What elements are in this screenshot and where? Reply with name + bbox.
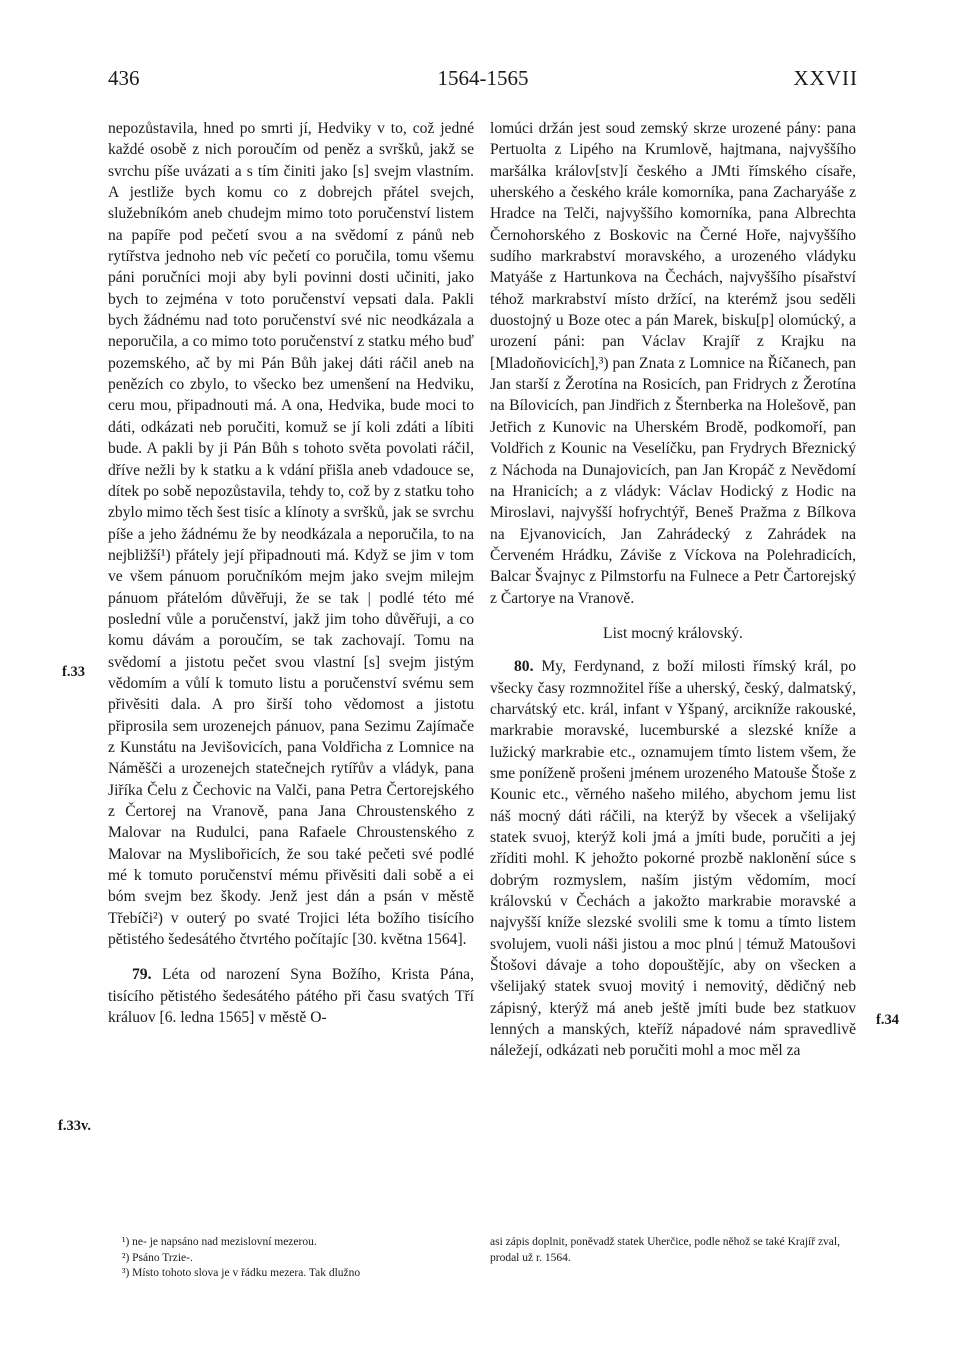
footnotes-left bbox=[122, 1235, 472, 1282]
footnotes-right bbox=[490, 1235, 860, 1266]
entry-79-number: 79. bbox=[132, 966, 152, 984]
page-header bbox=[108, 66, 858, 96]
volume-number: XXVII bbox=[793, 66, 858, 90]
year-range: 1564-1565 bbox=[437, 66, 529, 90]
section-title: List mocný královský. bbox=[603, 624, 743, 642]
entry-80-text: My, Ferdynand, z boží milosti římský král, po všecky časy rozmnožitel říše a uherský, český, dalmatský, charvátský etc. král, infant v Yšpaný, arcikníže rakouské, markrabie moravské, lucemburské a slezské kníže a lužický markrabie etc., oznamujem tímto listem všem, že sme poníženě prošeni jménem urozeného Matouše Štoše z Kounic etc., věrného našeho milého, abychom jemu list náš mocný dáti ráčili, na kterýž by všecek a všelijaký statek svuoj, kterýž koli jmá a jmíti bude, poručiti a jej zříditi mohl. K jehožto pokorné prozbě naklonění súce s dobrým rozmyslem, naším jistým vědomím, mocí královskú v Čechách a jakožto markrabie moravské a najvyšší kníže slezské svolili sme k tomu a tímto listem svolujem, vuoli náši jistou a moc plnú | témuž Matoušovi Štošovi dávaje a toho dopouštějíc, aby on všecken a všelijaký statek svuoj movitý i nemovitý, dědičný neb zápisný, kterýž má aneb ještě jmíti bude bez statkuov lenných a manských, kteříž nápadové nám spravedlivě náležejí, odkázati neb poručiti mohl a moc měl za bbox=[490, 658, 856, 1060]
page-number: 436 bbox=[108, 66, 140, 90]
footnote-3: ³) Místo tohoto slova je v řádku mezera. Tak dlužno bbox=[122, 1267, 361, 1279]
entry-80-number: 80. bbox=[514, 658, 534, 676]
right-column bbox=[490, 118, 856, 1062]
footnote-2: ²) Psáno Trzie-. bbox=[122, 1251, 193, 1264]
footnote-3-continued: asi zápis doplnit, poněvadž statek Uherčice, podle něhož se také Krajíř zval, prodal už r. 1564. bbox=[490, 1236, 840, 1264]
entry-79-text: Léta od narození Syna Božího, Krista Pána, tisícího pětistého šedesátého pátého při času svatých Tří králuov [6. ledna 1565] v městě O- bbox=[108, 966, 474, 1027]
left-column bbox=[108, 118, 474, 1028]
folio-note-f33v: f.33v. bbox=[58, 1118, 92, 1134]
folio-note-f33: f.33 bbox=[62, 664, 85, 680]
left-paragraph: nepozůstavila, hned po smrti jí, Hedviky v to, což jedné každé osobě z nich poroučím od peněz a svršků, jakž se svrchu píše uvázati a s tím činiti jako [s] svejm vlastním. A jestliže bych komu co z dobrejch přátel svejch, služebníkóm aneb chudejm mimo toto poručenství listem na papíře pod pečetí svou a na svědomí z pánů neb rytířstva jednoho neb víc pečetí co poručila, tomu všemu páni poručníci moji aby byli povinni dosti učiniti, jako bych to zejména v toto poručenství vepsati dala. Pakli bych žádnému nad toto poručenství své nic neodkázala a neporučila, a co mimo toto poručenství z statku mého buď pozemského, ač by mi Pán Bůh jakej dáti ráčil aneb na penězích co zbylo, to všecko bez umenšení na Hedviku, ceru mou, připadnouti má. A ona, Hedvika, bude moci to dáti, odkázati neb poručiti, komuž se jí koli zdáti a líbiti bude. A pakli by ji Pán Bůh s tohoto světa povolati ráčil, dříve nežli by k statku a k vdání přišla aneb vdadouce se, dítek po sobě nepozůstavila, tehdy to, což by z statku toho zbylo mimo těch šest tisíc a klínoty a svršků, jak se svrchu píše a jeho žádnému že by neodkázala a neporučila, to na nejbližší¹) přátely její připadnouti má. Když se jim v tom ve všem pánuom poručníkóm mejm jako svejm milejm pánuom přátelóm důvěřuji, že se tak | podlé této mé poslední vůle a poručenství, jakž jim toho důvěřuji, a co komu dávám a poroučím, se tak zachovají. Tomu na svědomí a jistotu pečet svou vlastní [s] svejm jistým vědomím a vůlí k tomuto listu a poručenství svému sem přivěsiti dala. A pro širší toho vědomost a jistotu připrosila sem urozenejch pánuov, pana Sezimu Zajímače z Kunstátu na Jevišovicích, pana Voldřicha z Lomnice na Náměšči a urozenejch statečnejch rytířův a vládyk, pana Jiříka Čelu z Čechovic na Valči, pana Petra Čertorejského z Čertorej na Vranově, pana Jana Chroustenského z Malovar na Rudulci, pana Rafaele Chroustenského z Malovar na Myslibořicích, že sou také pečeti své podlé mé k tomuto poručenství mému přivěsiti dali sobě a ei bóm svejm bez škody. Jenž jest dán a psán v městě Třebíči²) v outerý po svaté Trojici léta božího tisícího pětistého šedesátého čtvrtého počítajíc [30. května 1564]. bbox=[108, 120, 474, 949]
footnote-1: ¹) ne- je napsáno nad mezislovní mezerou. bbox=[122, 1236, 317, 1248]
folio-note-f34: f.34 bbox=[876, 1012, 899, 1028]
entry-79 bbox=[108, 964, 474, 1028]
entry-80 bbox=[490, 656, 856, 1062]
right-paragraph: lomúci držán jest soud zemský skrze urozené pány: pana Pertuolta z Lipého na Krumlově, hajtmana, najvyššího maršálka králov[stv]í českého a JMti římského císaře, uherského a českého krále komorníka, pana Zacharyáše z Hradce na Telči, najvyššího komorníka, pana Albrechta Černohorského z Boskovic na Černé Hoře, najvyššího sudího markrabství moravského, a urozeného vládyku Matyáše z Hartunkova na Čechách, najvyššího písařství téhož markrabství místo držící, na kterémž jsou seděli duostojný u Boze otec a pán Marek, bisku[p] olomúcký, a urození páni: pan Václav Krajíř z Krajku na [Mladoňovicích],³) pan Znata z Lomnice na Říčanech, pan Jan starší z Žerotína na Rosicích, pan Fridrych z Žerotína na Bílovicích, pan Jindřich z Šternberka na Holešově, pan Jetřich z Kunovic na Uherském Brodě, podkomoří, pan Voldřich z Kounic na Veselíčku, pan Frydrych Březnický z Náchoda na Dunajovicích, pan Jan Kropáč z Nevědomí na Hranicích; a z vládyk: Václav Hodický z Hodic na Miroslavi, najvyšší hofrychtýř, Beneš Pražma z Bílkova na Ejvanovicích, Jan Zahrádecký z Zahrádek na Červeném Hrádku, Záviše z Víckova na Polehradicích, Balcar Švajnyc z Pilmstorfu na Fulnece a Petr Čartorejský z Čartorye na Vranově. bbox=[490, 120, 856, 607]
